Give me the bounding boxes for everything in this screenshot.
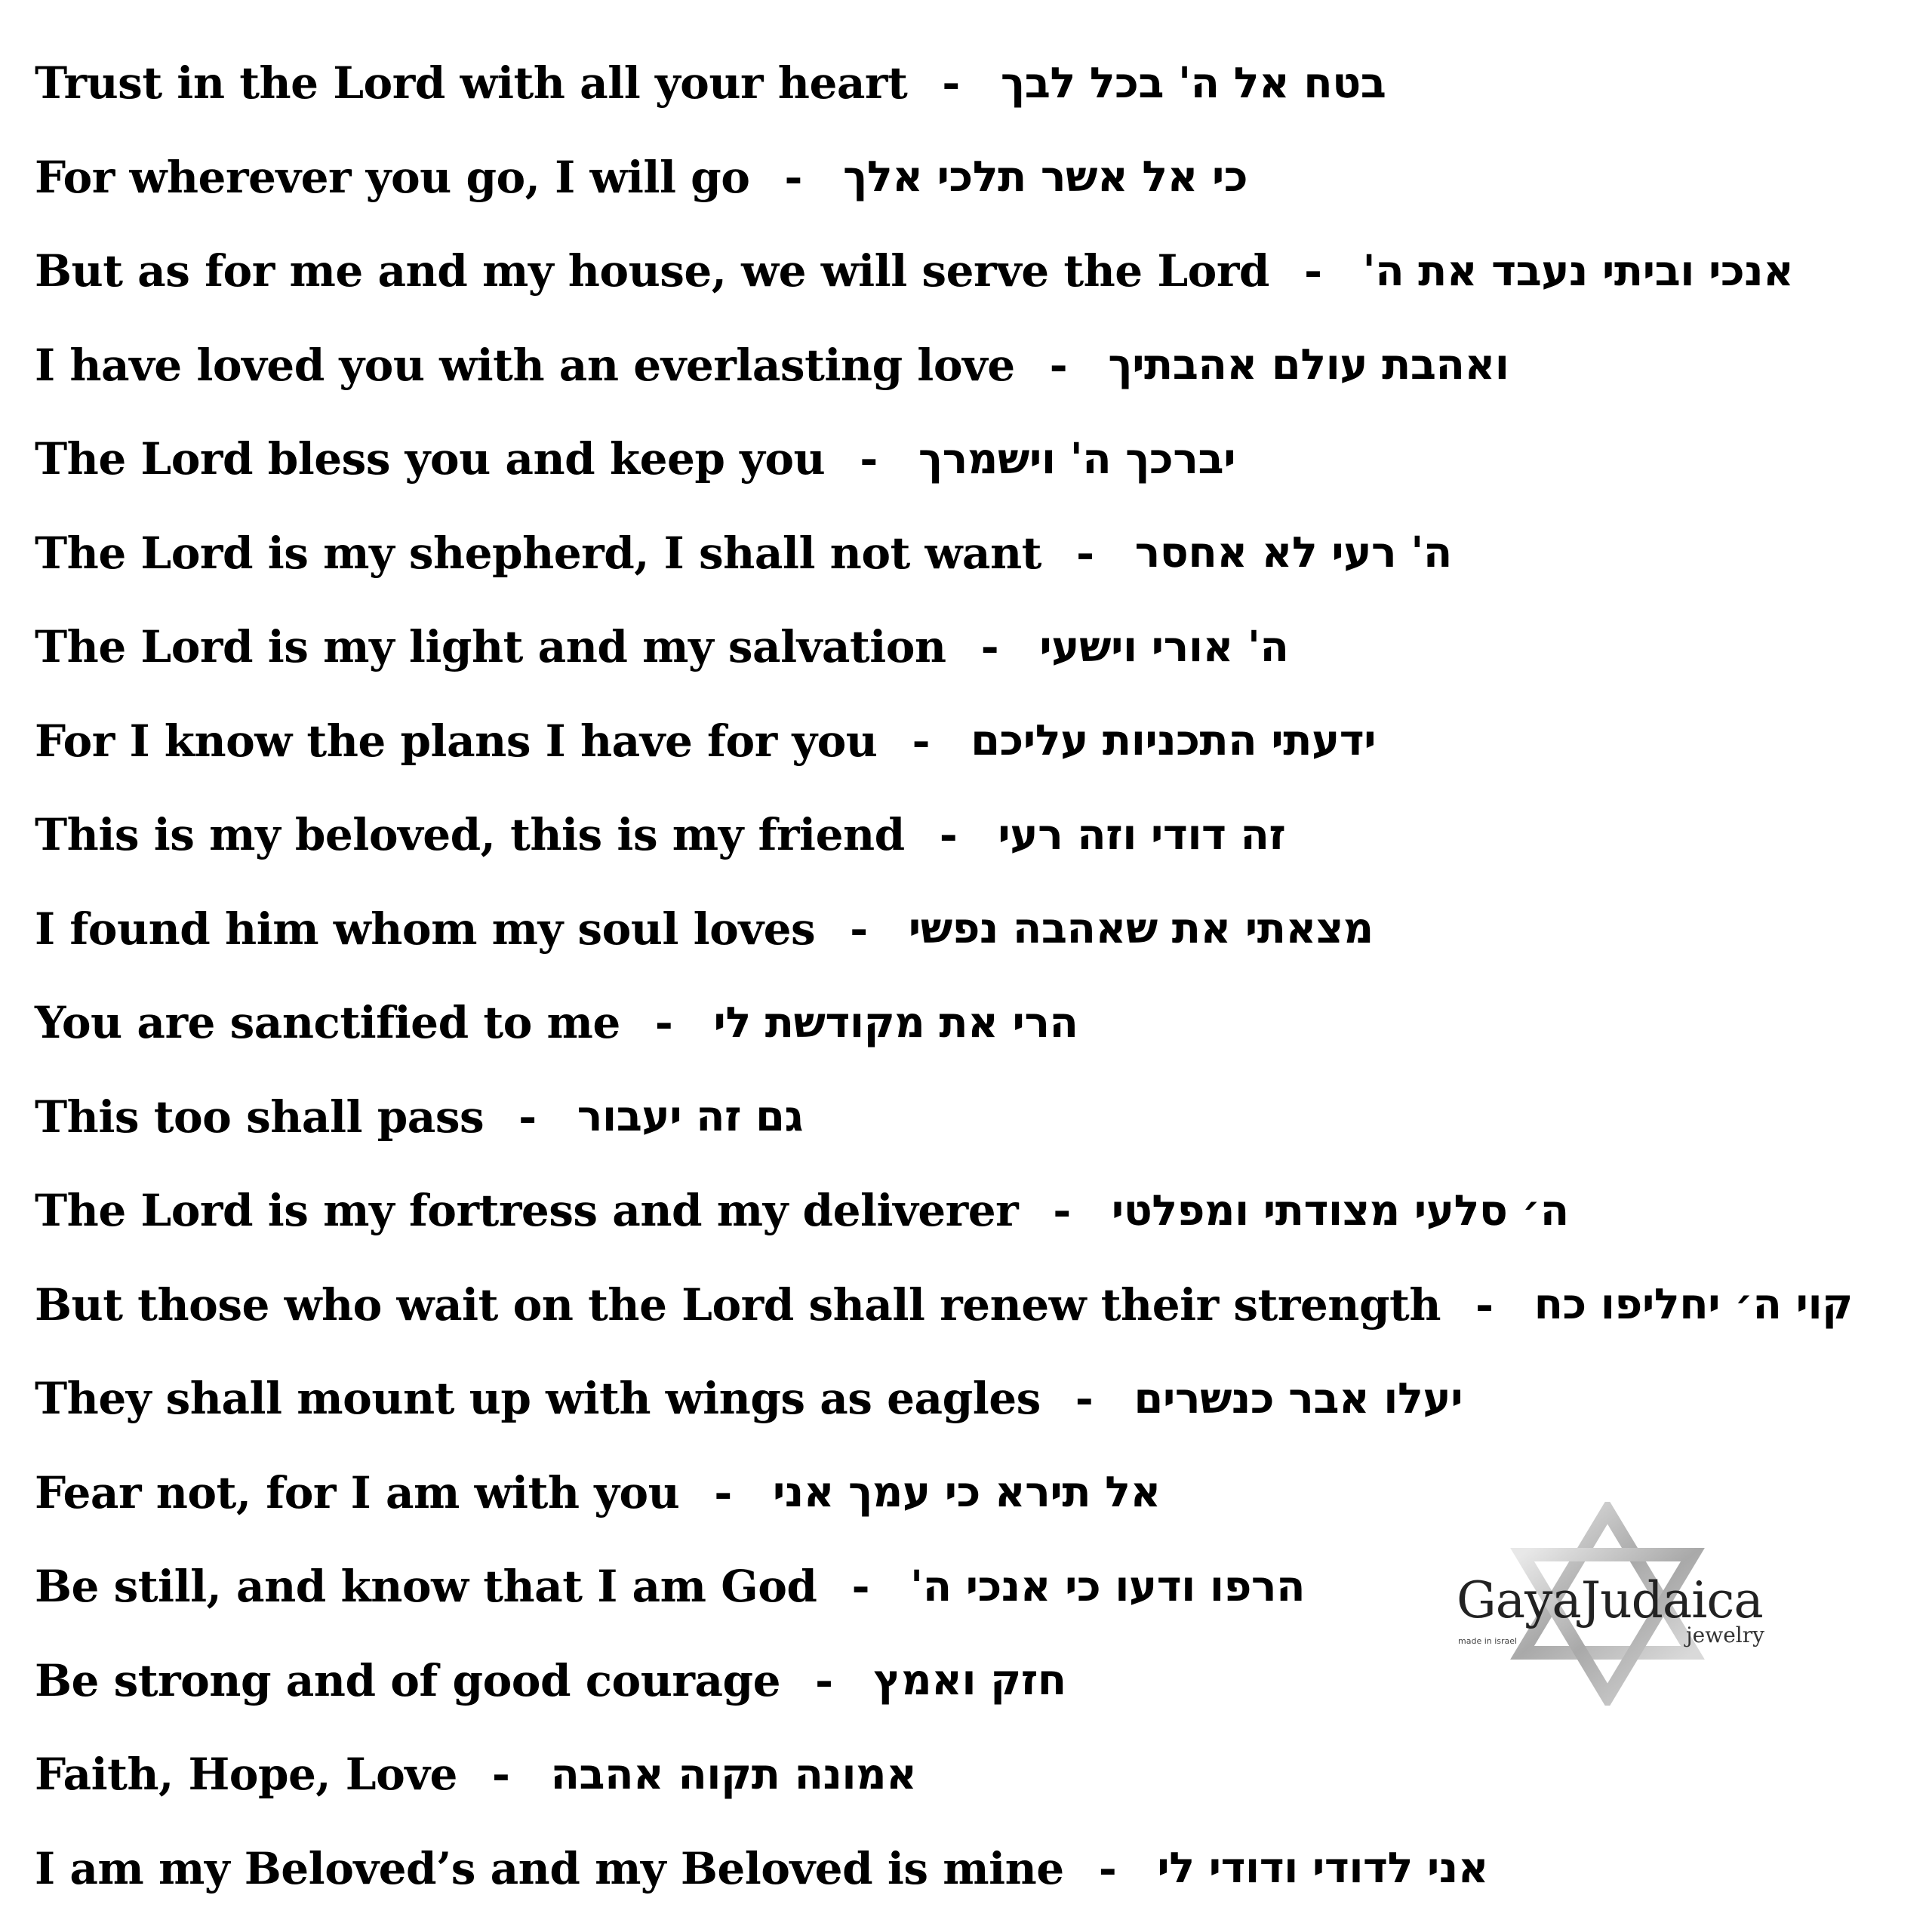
phrase-row-13 [35, 1164, 1853, 1258]
separator-dash: - [912, 715, 931, 767]
phrase-row-9 [35, 788, 1853, 882]
separator-dash: - [860, 433, 878, 485]
logo-subtitle: jewelry [1686, 1623, 1764, 1647]
separator-dash: - [1098, 1842, 1117, 1894]
hebrew-phrase: בטח אל ה' בכל לבך [1000, 58, 1386, 108]
hebrew-phrase: חזק ואמץ [873, 1656, 1066, 1706]
hebrew-phrase: זה דודי וזה רעי [998, 810, 1286, 860]
hebrew-phrase: אל תירא כי עמך אני [772, 1468, 1161, 1518]
english-phrase: I have loved you with an everlasting love [35, 339, 1015, 391]
english-phrase: The Lord bless you and keep you [35, 433, 826, 485]
phrase-row-5 [35, 412, 1853, 506]
english-phrase: They shall mount up with wings as eagles [35, 1373, 1041, 1425]
separator-dash: - [1049, 339, 1068, 391]
english-phrase: Fear not, for I am with you [35, 1466, 680, 1518]
phrase-row-1 [35, 36, 1853, 131]
english-phrase: This is my beloved, this is my friend [35, 809, 905, 861]
phrase-row-15 [35, 1352, 1853, 1446]
phrase-row-4 [35, 318, 1853, 413]
logo-wordmark: GayaJudaica [1457, 1571, 1763, 1629]
english-phrase: This too shall pass [35, 1091, 485, 1143]
english-phrase: For wherever you go, I will go [35, 151, 750, 203]
separator-dash: - [851, 1561, 870, 1613]
english-phrase: I found him whom my soul loves [35, 903, 816, 955]
phrase-row-12 [35, 1070, 1853, 1164]
hebrew-phrase: ידעתי התכניות עליכם [971, 716, 1377, 766]
separator-dash: - [654, 997, 673, 1049]
english-phrase: The Lord is my shepherd, I shall not want [35, 527, 1041, 579]
separator-dash: - [942, 57, 960, 109]
english-phrase: The Lord is my light and my salvation [35, 621, 946, 673]
phrase-row-6 [35, 506, 1853, 601]
phrase-row-11 [35, 976, 1853, 1070]
english-phrase: The Lord is my fortress and my deliverer [35, 1185, 1019, 1237]
hebrew-phrase: גם זה יעבור [577, 1092, 804, 1142]
phrase-row-8 [35, 694, 1853, 789]
english-phrase: But those who wait on the Lord shall renew their strength [35, 1278, 1441, 1331]
hebrew-phrase: אמונה תקוה אהבה [550, 1749, 917, 1799]
separator-dash: - [814, 1654, 833, 1706]
gayajudaica-logo [1434, 1502, 1766, 1713]
separator-dash: - [491, 1749, 510, 1801]
hebrew-phrase: הרפו ודעו כי אנכי ה' [910, 1561, 1306, 1611]
hebrew-phrase: אנכי וביתי נעבד את ה' [1362, 246, 1794, 296]
separator-dash: - [939, 809, 958, 861]
english-phrase: For I know the plans I have for you [35, 715, 878, 767]
hebrew-phrase: יברכך ה' וישמרך [918, 434, 1236, 484]
separator-dash: - [714, 1466, 732, 1518]
hebrew-phrase: הרי את מקודשת לי [713, 998, 1078, 1048]
separator-dash: - [784, 151, 802, 203]
english-phrase: I am my Beloved’s and my Beloved is mine [35, 1842, 1064, 1894]
english-phrase: Be strong and of good courage [35, 1654, 780, 1706]
english-phrase: Trust in the Lord with all your heart [35, 57, 908, 109]
hebrew-phrase: מצאתי את שאהבה נפשי [908, 904, 1374, 954]
separator-dash: - [850, 903, 868, 955]
hebrew-phrase: ה' אורי וישעי [1039, 622, 1289, 672]
phrase-row-14 [35, 1258, 1853, 1352]
hebrew-phrase: ה׳ סלעי מצודתי ומפלטי [1111, 1186, 1569, 1235]
separator-dash: - [1475, 1278, 1494, 1331]
english-phrase: But as for me and my house, we will serve the Lord [35, 245, 1269, 297]
hebrew-phrase: אני לדודי ודודי לי [1157, 1844, 1488, 1894]
hebrew-phrase: כי אל אשר תלכי אלך [843, 152, 1248, 202]
separator-dash: - [1075, 527, 1094, 579]
separator-dash: - [518, 1091, 537, 1143]
english-phrase: Be still, and know that I am God [35, 1561, 817, 1613]
hebrew-phrase: ה' רעי לא אחסר [1134, 528, 1452, 578]
separator-dash: - [980, 621, 999, 673]
hebrew-phrase: ואהבת עולם אהבתיך [1108, 340, 1509, 390]
separator-dash: - [1303, 245, 1322, 297]
phrase-row-20 [35, 1822, 1853, 1916]
phrase-row-3 [35, 224, 1853, 318]
phrase-row-10 [35, 882, 1853, 977]
separator-dash: - [1053, 1185, 1071, 1237]
phrase-row-2 [35, 131, 1853, 225]
phrase-row-19 [35, 1727, 1853, 1822]
english-phrase: Faith, Hope, Love [35, 1749, 457, 1801]
hebrew-phrase: קוי ה׳ יחליפו כח [1534, 1280, 1853, 1330]
phrase-row-7 [35, 600, 1853, 694]
logo-tagline: made in israel [1458, 1636, 1518, 1646]
english-phrase: You are sanctified to me [35, 997, 620, 1049]
hebrew-phrase: יעלו אבר כנשרים [1134, 1374, 1463, 1423]
separator-dash: - [1075, 1373, 1094, 1425]
